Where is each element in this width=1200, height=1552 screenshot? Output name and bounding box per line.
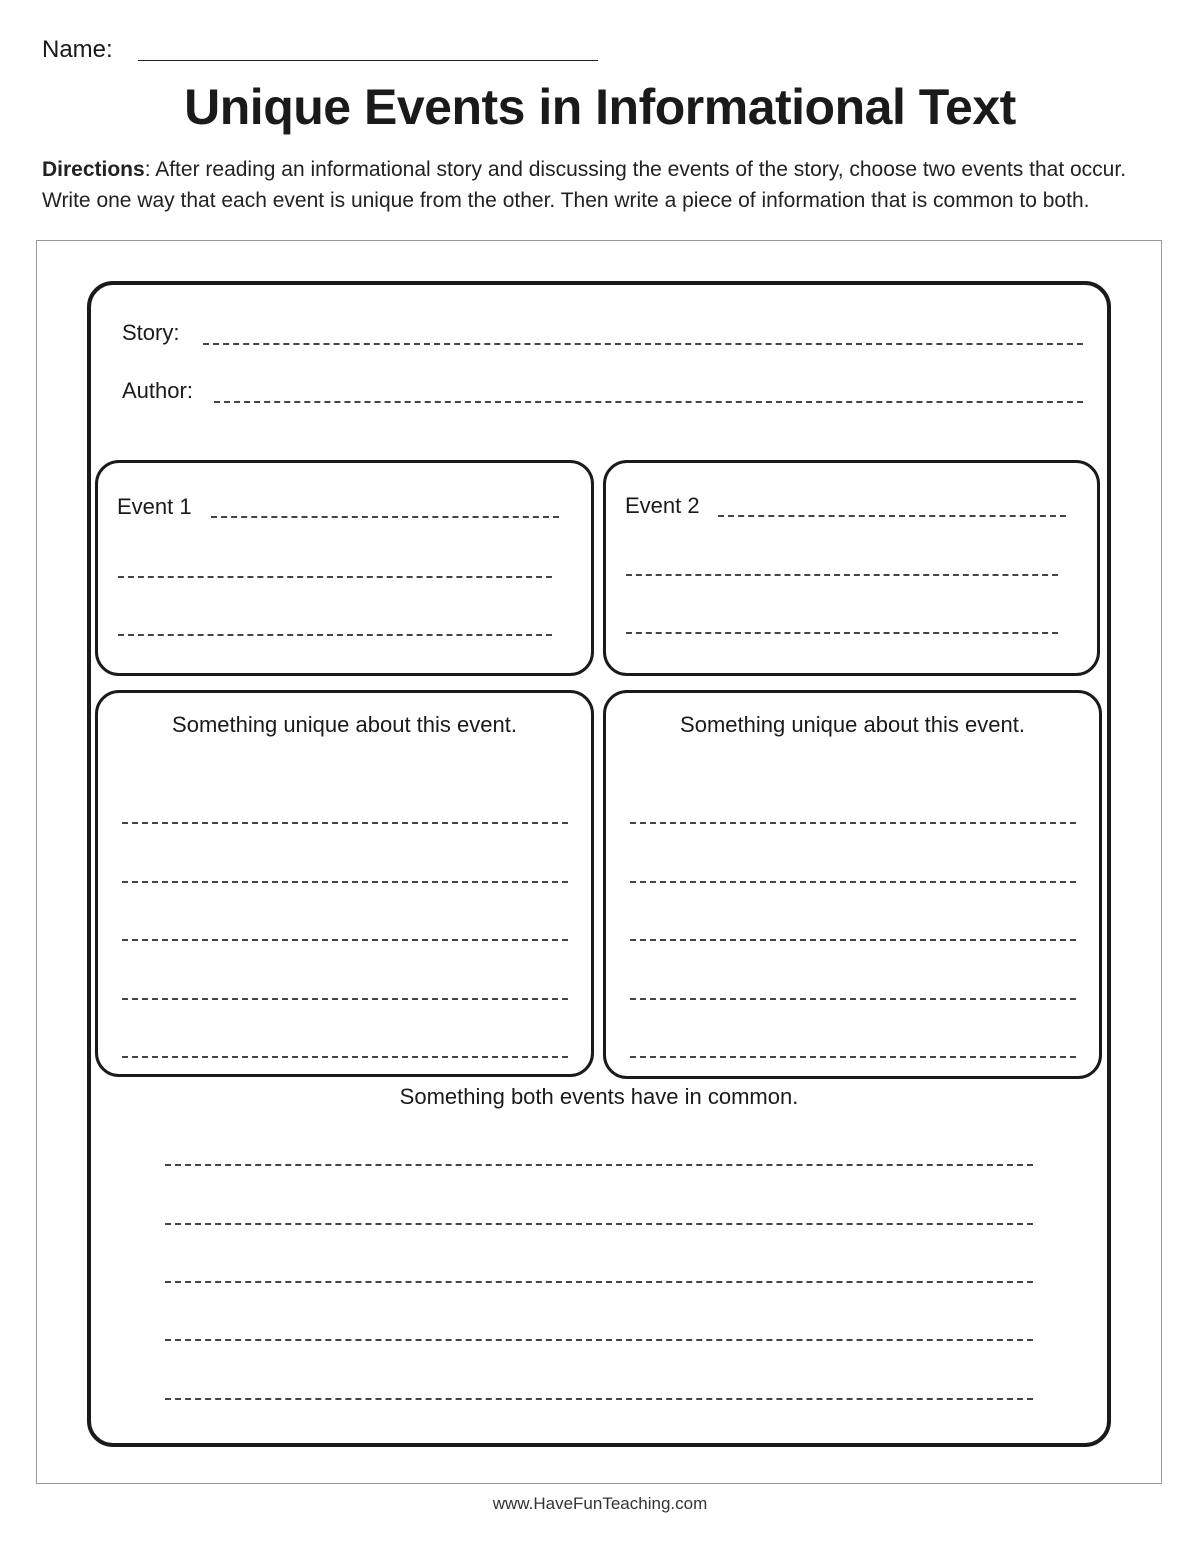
author-label: Author: (122, 378, 193, 403)
event1-box (95, 460, 594, 676)
unique1-write-line[interactable] (122, 1056, 568, 1058)
unique2-box (603, 690, 1102, 1079)
unique1-box (95, 690, 594, 1077)
event1-write-line[interactable] (118, 576, 552, 578)
unique2-write-line[interactable] (630, 881, 1076, 883)
event1-write-line[interactable] (211, 516, 559, 518)
story-write-line[interactable] (203, 343, 1083, 345)
story-label: Story: (122, 320, 180, 345)
unique2-write-line[interactable] (630, 998, 1076, 1000)
common-write-line[interactable] (165, 1398, 1033, 1400)
unique2-write-line[interactable] (630, 939, 1076, 941)
directions-label: Directions (42, 158, 145, 181)
unique2-heading: Something unique about this event. (680, 712, 1025, 737)
unique1-write-line[interactable] (122, 881, 568, 883)
name-input-line[interactable] (138, 60, 598, 61)
directions-text: : After reading an informational story and discussing the events of the story, choose two events that occur. Write one way that each event is unique from the other. Then write a piece of information that is common to both. (42, 158, 1127, 212)
unique2-write-line[interactable] (630, 1056, 1076, 1058)
unique1-heading: Something unique about this event. (172, 712, 517, 737)
unique1-write-line[interactable] (122, 998, 568, 1000)
page-title: Unique Events in Informational Text (184, 79, 1016, 135)
common-write-line[interactable] (165, 1223, 1033, 1225)
common-heading: Something both events have in common. (399, 1084, 799, 1109)
common-write-line[interactable] (165, 1164, 1033, 1166)
common-write-line[interactable] (165, 1281, 1033, 1283)
event2-label: Event 2 (625, 493, 700, 518)
event2-write-line[interactable] (626, 632, 1058, 634)
unique1-write-line[interactable] (122, 822, 568, 824)
unique2-write-line[interactable] (630, 822, 1076, 824)
event2-write-line[interactable] (718, 515, 1066, 517)
footer-url: www.HaveFunTeaching.com (492, 1494, 708, 1513)
author-write-line[interactable] (214, 401, 1083, 403)
event1-write-line[interactable] (118, 634, 552, 636)
event2-write-line[interactable] (626, 574, 1058, 576)
directions (42, 154, 1162, 216)
event1-label: Event 1 (117, 494, 192, 519)
common-write-line[interactable] (165, 1339, 1033, 1341)
name-label: Name: (42, 36, 113, 63)
unique1-write-line[interactable] (122, 939, 568, 941)
